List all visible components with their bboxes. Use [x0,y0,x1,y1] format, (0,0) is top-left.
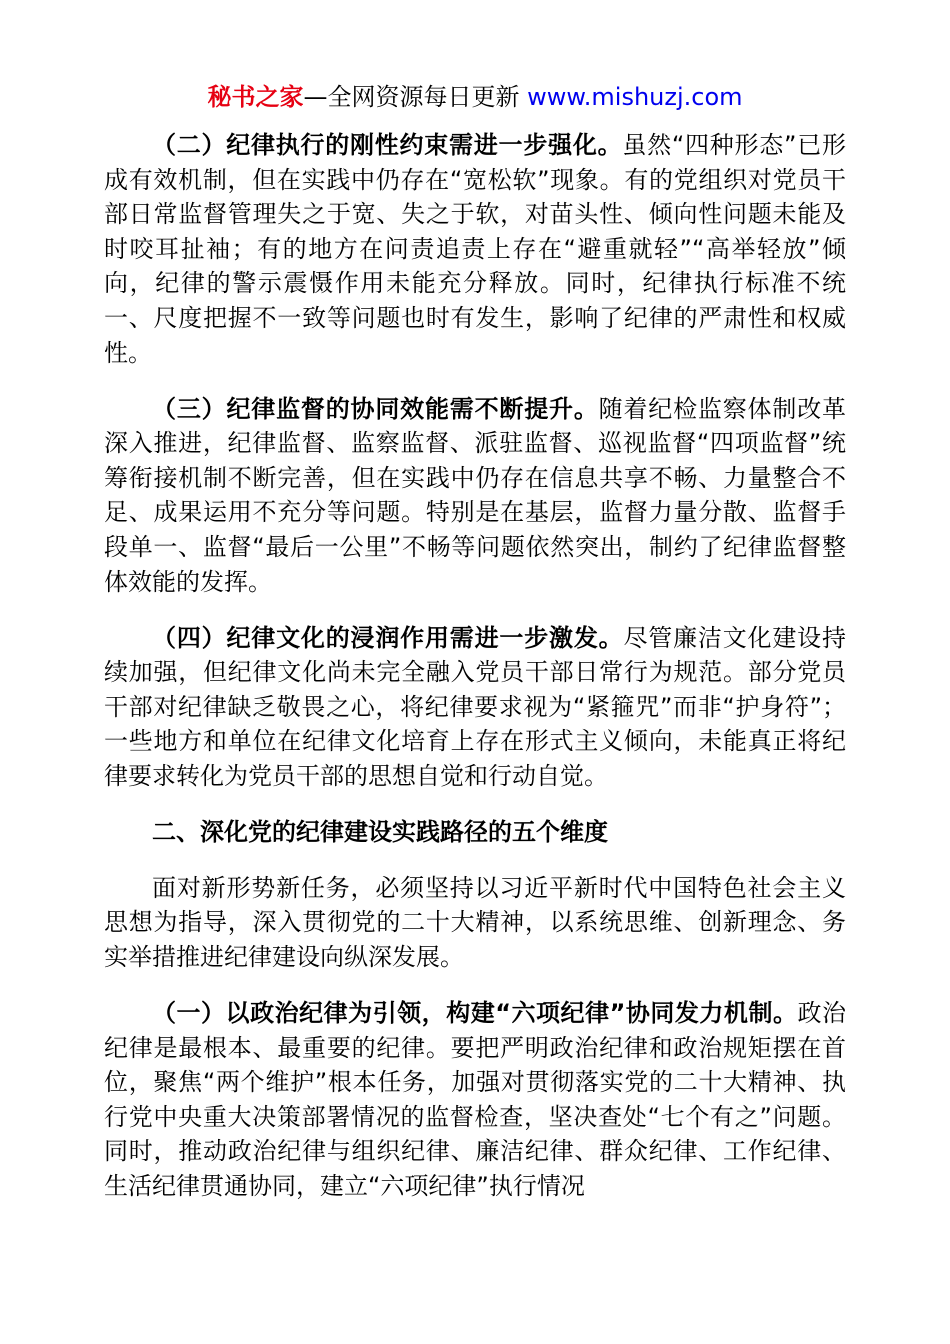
paragraph-discipline-enforcement [104,128,846,370]
paragraph-lead: （二）纪律执行的刚性约束需进一步强化。 [152,131,623,159]
paragraph-political-discipline [104,996,846,1204]
document-body [104,128,846,1225]
section-heading: 二、深化党的纪律建设实践路径的五个维度 [152,817,608,846]
site-url-link[interactable]: www.mishuzj.com [527,83,743,111]
paragraph-lead: （三）纪律监督的协同效能需不断提升。 [152,394,599,423]
paragraph-text: 尽管廉洁文化建设持续加强，但纪律文化尚未完全融入党员干部日常行为规范。部分党员干部对纪律缺乏敬畏之心，将纪律要求视为“紧箍咒”而非“护身符”；一些地方和单位在纪律文化培育上存在形式主义倾向，未能真正将纪律要求转化为党员干部的思想自觉和行动自觉。 [104,623,847,790]
paragraph-text: 政治纪律是最根本、最重要的纪律。要把严明政治纪律和政治规矩摆在首位，聚焦“两个维护”根本任务，加强对贯彻落实党的二十大精神、执行党中央重大决策部署情况的监督检查，坚决查处“七个有之”问题。同时，推动政治纪律与组织纪律、廉洁纪律、群众纪律、工作纪律、生活纪律贯通协同，建立“六项纪律”执行情况 [104,999,847,1200]
paragraph-text: 虽然“四种形态”已形成有效机制，但在实践中仍存在“宽松软”现象。有的党组织对党员干部日常监督管理失之于宽、失之于软，对苗头性、倾向性问题未能及时咬耳扯袖；有的地方在问责追责上存在“避重就轻”“高举轻放”倾向，纪律的警示震慑作用未能充分释放。同时，纪律执行标准不统一、尺度把握不一致等问题也时有发生，影响了纪律的严肃性和权威性。 [104,131,847,367]
paragraph-lead: （四）纪律文化的浸润作用需进一步激发。 [152,623,624,652]
paragraph-discipline-supervision [104,392,846,600]
paragraph-discipline-culture [104,621,846,794]
header-tagline: —全网资源每日更新 [303,83,528,111]
site-header [0,80,950,114]
paragraph-lead: （一）以政治纪律为引领，构建“六项纪律”协同发力机制。 [152,999,798,1028]
paragraph-intro: 面对新形势新任务，必须坚持以习近平新时代中国特色社会主义思想为指导，深入贯彻党的二十大精神，以系统思维、创新理念、务实举措推进纪律建设向纵深发展。 [104,873,846,972]
paragraph-text: 随着纪检监察体制改革深入推进，纪律监督、监察监督、派驻监督、巡视监督“四项监督”统筹衔接机制不断完善，但在实践中仍存在信息共享不畅、力量整合不足、成果运用不充分等问题。特别是在基层，监督力量分散、监督手段单一、监督“最后一公里”不畅等问题依然突出，制约了纪律监督整体效能的发挥。 [104,394,847,596]
brand-name: 秘书之家 [207,83,304,111]
